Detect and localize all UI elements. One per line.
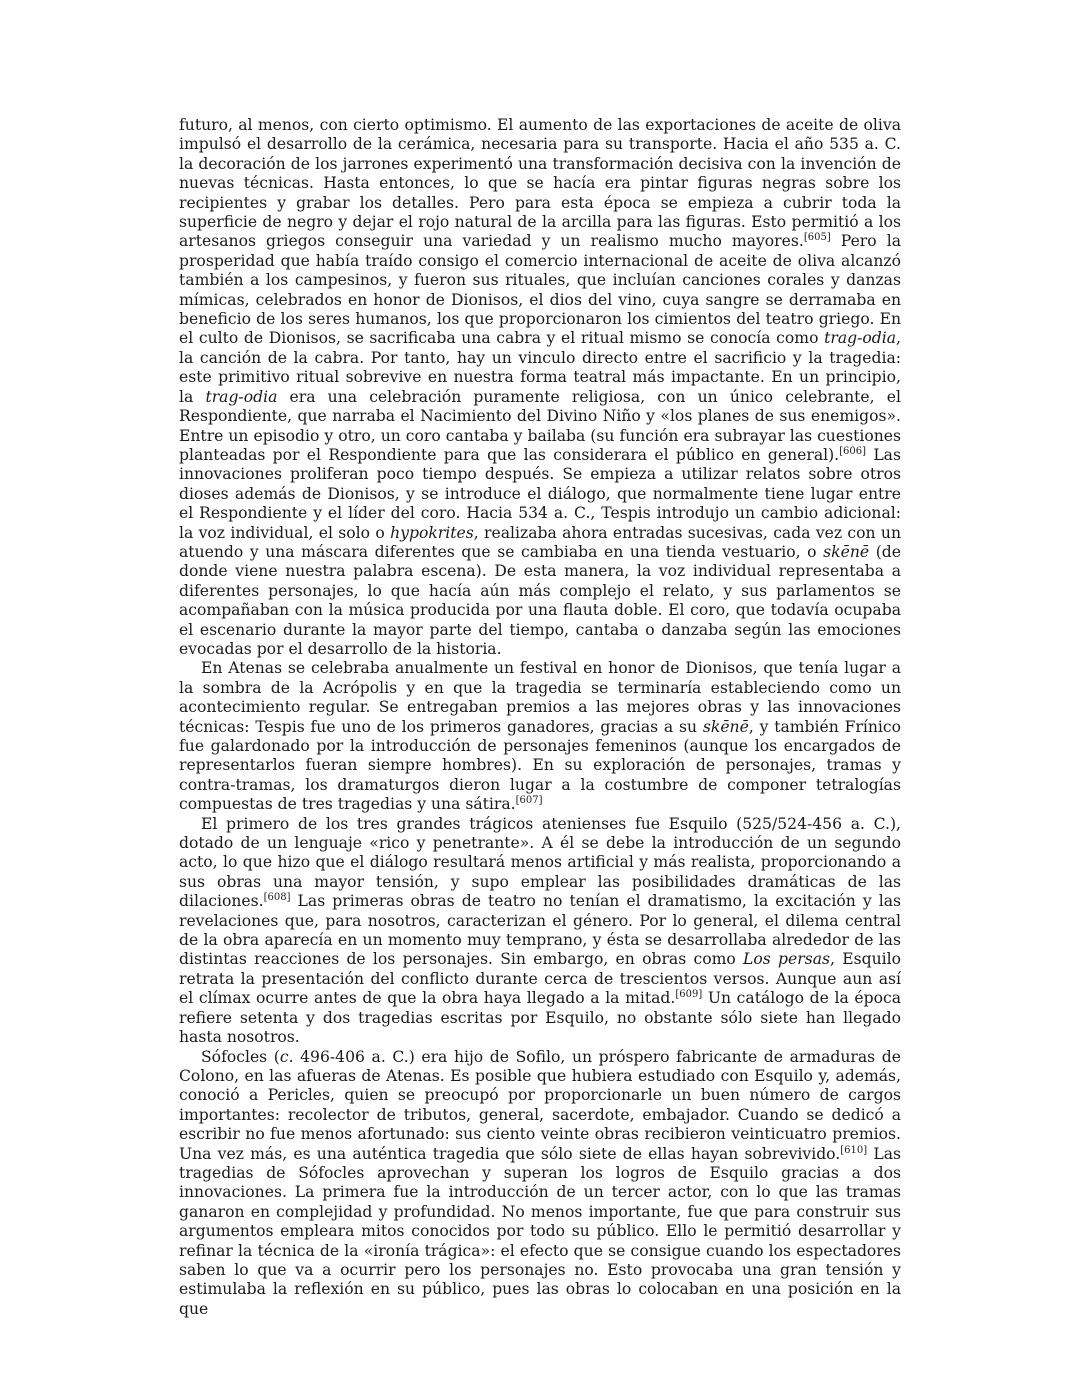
paragraph bbox=[179, 116, 901, 659]
text-run: Pero la prosperidad que había traído consigo el comercio internacional de aceite de oliva alcanzó también a los campesinos, y fueron sus rituales, que incluían canciones corales y danzas mímicas, celebrados en honor de Dionisos, el dios del vino, cuya sangre se derramaba en beneficio de los seres humanos, los que proporcionaron los cimientos del teatro griego. En el culto de Dionisos, se sacrificaba una cabra y el ritual mismo se conocía como bbox=[179, 232, 901, 348]
italic-text: skēnē bbox=[823, 542, 870, 561]
text-run: . 496-406 a. C.) era hijo de Sofilo, un próspero fabricante de armaduras de Colono, en las afueras de Atenas. Es posible que hubiera estudiado con Esquilo y, además, conoció a Pericles, quien se preocupó por proporcionarle un buen número de cargos importantes: recolector de tributos, general, sacerdote, embajador. Cuando se dedicó a escribir no fue menos afortunado: sus ciento veinte obras recibieron veinticuatro premios. Una vez más, es una auténtica tragedia que sólo siete de ellas hayan sobrevivido. bbox=[179, 1047, 901, 1163]
text-run: , y también Frínico fue galardonado por la introducción de personajes femeninos (aunque los encargados de representarlos fueran siempre hombres). En su exploración de personajes, tramas y contra-tramas, los dramaturgos dieron lugar a la costumbre de componer tetralogías compuestas de tres tragedias y una sátira. bbox=[179, 717, 902, 814]
footnote-ref: [610] bbox=[840, 1144, 868, 1156]
page-body bbox=[179, 116, 901, 1319]
text-run: , Esquilo retrata la presentación del conflicto durante cerca de trescientos versos. Aunque aun así el clímax ocurre antes de que la obra haya llegado a la mitad. bbox=[179, 950, 902, 1008]
text-run: Un catálogo de la época refiere setenta y dos tragedias escritas por Esquilo, no obstante sólo siete han llegado hasta nosotros. bbox=[179, 989, 901, 1047]
footnote-ref: [609] bbox=[675, 989, 703, 1001]
italic-text: skēnē bbox=[702, 717, 749, 736]
text-run: , realizaba ahora entradas sucesivas, cada vez con un atuendo y una máscara diferentes que se cambiaba en una tienda vestuario, o bbox=[179, 523, 901, 561]
text-run: futuro, al menos, con cierto optimismo. El aumento de las exportaciones de aceite de oliva impulsó el desarrollo de la cerámica, necesaria para su transporte. Hacia el año 535 a. C. la decoración de los jarrones experimentó una transformación decisiva con la invención de nuevas técnicas. Hasta entonces, lo que se hacía era pintar figuras negras sobre los recipientes y grabar los detalles. Pero para esta época se empieza a cubrir toda la superficie de negro y dejar el rojo natural de la arcilla para las figuras. Esto permitió a los artesanos griegos conseguir una variedad y un realismo mucho mayores. bbox=[179, 116, 901, 251]
italic-text: c bbox=[279, 1047, 289, 1066]
text-run: , la canción de la cabra. Por tanto, hay un vinculo directo entre el sacrificio y la tragedia: este primitivo ritual sobrevive en nuestra forma teatral más impactante. En un principio, la bbox=[179, 329, 901, 406]
paragraph bbox=[179, 659, 901, 814]
footnote-ref: [608] bbox=[263, 892, 291, 904]
paragraph bbox=[179, 1048, 901, 1320]
paragraph bbox=[179, 815, 901, 1048]
footnote-ref: [605] bbox=[803, 232, 831, 244]
italic-text: Los persas bbox=[743, 950, 831, 969]
text-run: Las innovaciones proliferan poco tiempo después. Se empieza a utilizar relatos sobre otros dioses además de Dionisos, y se introduce el diálogo, que normalmente tiene lugar entre el Respondiente y el líder del coro. Hacia 534 a. C., Tespis introdujo un cambio adicional: la voz individual, el solo o bbox=[179, 445, 901, 542]
text-run: En Atenas se celebraba anualmente un festival en honor de Dionisos, que tenía lugar a la sombra de la Acrópolis y en que la tragedia se terminaría estableciendo como un acontecimiento regular. Se entregaban premios a las mejores obras y las innovaciones técnicas: Tespis fue uno de los primeros ganadores, gracias a su bbox=[179, 659, 901, 736]
text-run: era una celebración puramente religiosa, con un único celebrante, el Respondiente, que narraba el Nacimiento del Divino Niño y «los planes de sus enemigos». Entre un episodio y otro, un coro cantaba y bailaba (su función era subrayar las cuestiones planteadas por el Respondiente para que las considerara el público en general). bbox=[179, 387, 901, 464]
text-run: (de donde viene nuestra palabra escena). De esta manera, la voz individual representaba a diferentes personajes, lo que hacía aún más complejo el relato, y sus parlamentos se acompañaban con la música producida por una flauta doble. El coro, que todavía ocupaba el escenario durante la mayor parte del tiempo, cantaba o danzaba según las emociones evocadas por el desarrollo de la historia. bbox=[179, 542, 901, 658]
text-run: Sófocles ( bbox=[201, 1047, 280, 1066]
text-run: Las tragedias de Sófocles aprovechan y superan los logros de Esquilo gracias a dos innovaciones. La primera fue la introducción de un tercer actor, con lo que las tramas ganaron en complejidad y profundidad. No menos importante, fue que para construir sus argumentos empleara mitos conocidos por todo su público. Ello le permitió desarrollar y refinar la técnica de la «ironía trágica»: el efecto que se consigue cuando los espectadores saben lo que va a ocurrir pero los personajes no. Esto provocaba una gran tensión y estimulaba la reflexión en su público, pues las obras lo colocaban en una posición en la que bbox=[179, 1144, 901, 1318]
footnote-ref: [606] bbox=[839, 445, 867, 457]
italic-text: trag-odia bbox=[205, 387, 278, 406]
text-run: El primero de los tres grandes trágicos atenienses fue Esquilo (525/524-456 a. C.), dotado de un lenguaje «rico y penetrante». A él se debe la introducción de un segundo acto, lo que hizo que el diálogo resultará menos artificial y más realista, proporcionando a sus obras una mayor tensión, y supo emplear las posibilidades dramáticas de las dilaciones. bbox=[179, 814, 901, 911]
footnote-ref: [607] bbox=[515, 795, 543, 807]
italic-text: trag-odia bbox=[824, 329, 897, 348]
italic-text: hypokrites bbox=[390, 523, 474, 542]
text-run: Las primeras obras de teatro no tenían el dramatismo, la excitación y las revelaciones que, para nosotros, caracterizan el género. Por lo general, el dilema central de la obra aparecía en un momento muy temprano, y ésta se desarrollaba alrededor de las distintas reacciones de los personajes. Sin embargo, en obras como bbox=[179, 892, 901, 969]
